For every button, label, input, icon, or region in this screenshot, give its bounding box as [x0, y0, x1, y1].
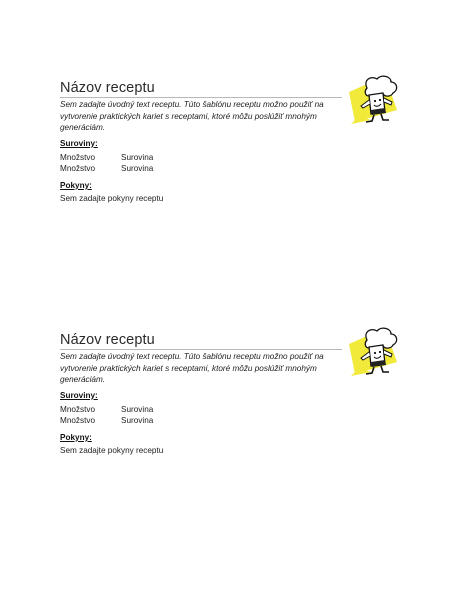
ingredient-row	[60, 404, 260, 415]
ingredient-row	[60, 163, 260, 174]
ingredient-name[interactable]: Surovina	[121, 416, 154, 425]
ingredients-heading: Suroviny:	[60, 391, 98, 400]
ingredient-quantity[interactable]: Množstvo	[60, 416, 96, 425]
directions-heading: Pokyny:	[60, 181, 92, 190]
ingredients-list	[60, 404, 260, 426]
recipe-directions[interactable]: Sem zadajte pokyny receptu	[60, 194, 164, 203]
recipe-title[interactable]: Názov receptu	[60, 80, 155, 96]
ingredient-quantity[interactable]: Množstvo	[60, 164, 96, 173]
ingredients-list	[60, 152, 260, 174]
directions-heading: Pokyny:	[60, 433, 92, 442]
ingredients-heading: Suroviny:	[60, 139, 98, 148]
ingredient-quantity[interactable]: Množstvo	[60, 153, 96, 162]
recipe-card-1	[60, 80, 410, 280]
ingredient-row	[60, 415, 260, 426]
ingredient-name[interactable]: Surovina	[121, 153, 154, 162]
chef-icon	[345, 74, 405, 126]
chef-icon	[345, 326, 405, 378]
ingredient-row	[60, 152, 260, 163]
recipe-intro[interactable]: Sem zadajte úvodný text receptu. Túto šablónu receptu možno použiť na vytvorenie praktických kariet s receptami, ktoré môžu poslúžiť mnohým generáciám.	[60, 352, 324, 385]
ingredient-name[interactable]: Surovina	[121, 164, 154, 173]
title-divider	[60, 97, 342, 98]
ingredient-name[interactable]: Surovina	[121, 405, 154, 414]
ingredient-quantity[interactable]: Množstvo	[60, 405, 96, 414]
recipe-directions[interactable]: Sem zadajte pokyny receptu	[60, 446, 164, 455]
recipe-card-2	[60, 332, 410, 532]
recipe-intro[interactable]: Sem zadajte úvodný text receptu. Túto šablónu receptu možno použiť na vytvorenie praktických kariet s receptami, ktoré môžu poslúžiť mnohým generáciám.	[60, 100, 324, 133]
title-divider	[60, 349, 342, 350]
recipe-title[interactable]: Názov receptu	[60, 332, 155, 348]
